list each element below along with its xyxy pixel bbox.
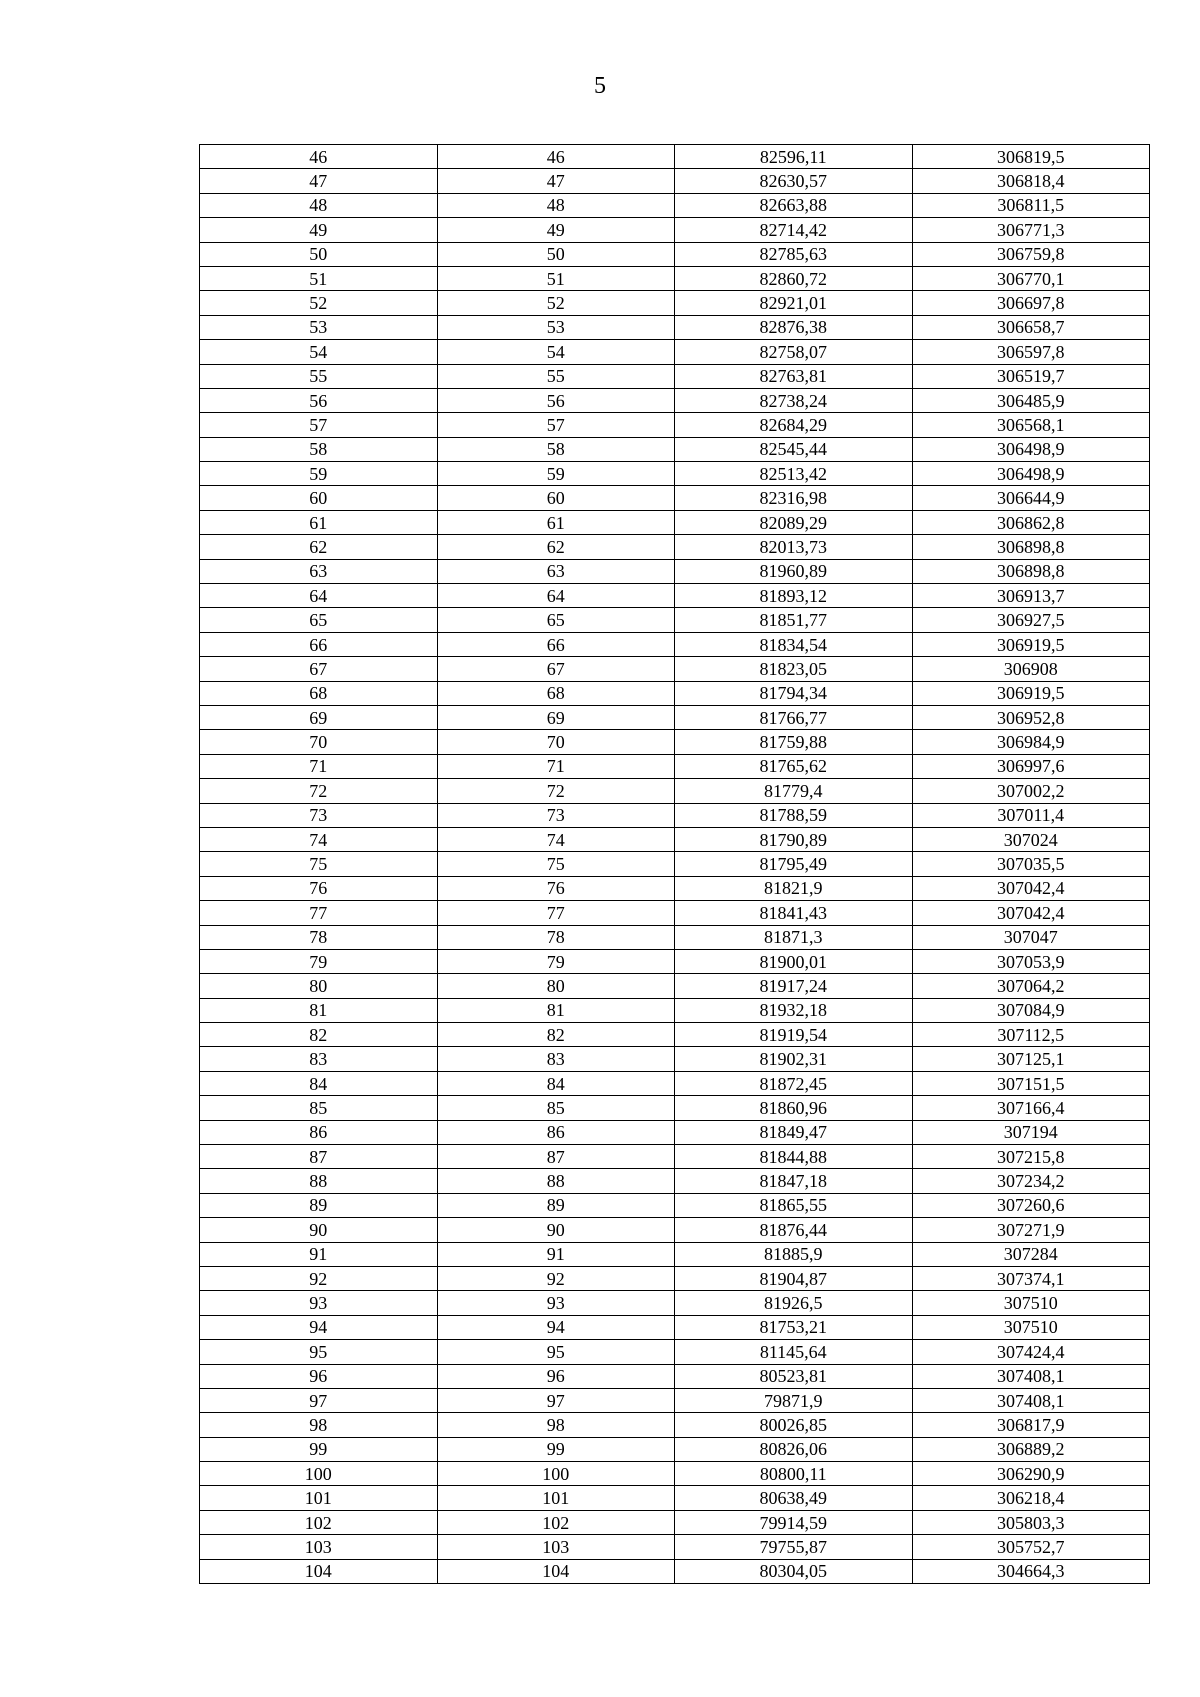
- table-row: [200, 632, 1150, 656]
- y-coordinate-cell: 307215,8: [912, 1145, 1150, 1169]
- point-number-cell: 97: [200, 1388, 438, 1412]
- x-coordinate-cell: 81904,87: [675, 1266, 913, 1290]
- table-row: [200, 169, 1150, 193]
- point-number-cell: 91: [200, 1242, 438, 1266]
- y-coordinate-cell: 307042,4: [912, 876, 1150, 900]
- x-coordinate-cell: 82513,42: [675, 462, 913, 486]
- y-coordinate-cell: 306919,5: [912, 681, 1150, 705]
- table-row: [200, 1169, 1150, 1193]
- table-body: [200, 145, 1150, 1584]
- point-number-cell: 66: [200, 632, 438, 656]
- y-coordinate-cell: 306927,5: [912, 608, 1150, 632]
- point-number-cell: 51: [200, 266, 438, 290]
- x-coordinate-cell: 82785,63: [675, 242, 913, 266]
- point-number-cell: 92: [200, 1266, 438, 1290]
- point-index-cell: 75: [437, 852, 675, 876]
- point-number-cell: 72: [200, 779, 438, 803]
- table-row: [200, 1340, 1150, 1364]
- point-index-cell: 82: [437, 1023, 675, 1047]
- table-row: [200, 803, 1150, 827]
- point-number-cell: 101: [200, 1486, 438, 1510]
- y-coordinate-cell: 307084,9: [912, 998, 1150, 1022]
- table-row: [200, 364, 1150, 388]
- y-coordinate-cell: 307166,4: [912, 1096, 1150, 1120]
- point-index-cell: 81: [437, 998, 675, 1022]
- point-index-cell: 94: [437, 1315, 675, 1339]
- point-number-cell: 71: [200, 754, 438, 778]
- point-number-cell: 94: [200, 1315, 438, 1339]
- y-coordinate-cell: 306568,1: [912, 413, 1150, 437]
- x-coordinate-cell: 80304,05: [675, 1559, 913, 1583]
- point-index-cell: 76: [437, 876, 675, 900]
- y-coordinate-cell: 307424,4: [912, 1340, 1150, 1364]
- x-coordinate-cell: 80826,06: [675, 1437, 913, 1461]
- point-index-cell: 79: [437, 949, 675, 973]
- y-coordinate-cell: 307042,4: [912, 901, 1150, 925]
- y-coordinate-cell: 307047: [912, 925, 1150, 949]
- table-row: [200, 291, 1150, 315]
- y-coordinate-cell: 306658,7: [912, 315, 1150, 339]
- x-coordinate-cell: 79914,59: [675, 1510, 913, 1534]
- page-number: 5: [594, 73, 606, 99]
- point-index-cell: 46: [437, 145, 675, 169]
- x-coordinate-cell: 81876,44: [675, 1218, 913, 1242]
- point-index-cell: 61: [437, 510, 675, 534]
- point-index-cell: 60: [437, 486, 675, 510]
- y-coordinate-cell: 306697,8: [912, 291, 1150, 315]
- table-row: [200, 657, 1150, 681]
- point-index-cell: 95: [437, 1340, 675, 1364]
- point-number-cell: 68: [200, 681, 438, 705]
- y-coordinate-cell: 306498,9: [912, 437, 1150, 461]
- point-number-cell: 50: [200, 242, 438, 266]
- point-index-cell: 69: [437, 705, 675, 729]
- table-row: [200, 730, 1150, 754]
- point-index-cell: 83: [437, 1047, 675, 1071]
- x-coordinate-cell: 81885,9: [675, 1242, 913, 1266]
- table-row: [200, 1413, 1150, 1437]
- point-index-cell: 66: [437, 632, 675, 656]
- table-row: [200, 608, 1150, 632]
- x-coordinate-cell: 81926,5: [675, 1291, 913, 1315]
- point-number-cell: 73: [200, 803, 438, 827]
- table-row: [200, 1266, 1150, 1290]
- point-number-cell: 61: [200, 510, 438, 534]
- y-coordinate-cell: 307112,5: [912, 1023, 1150, 1047]
- table-row: [200, 510, 1150, 534]
- point-index-cell: 101: [437, 1486, 675, 1510]
- y-coordinate-cell: 307408,1: [912, 1364, 1150, 1388]
- point-number-cell: 65: [200, 608, 438, 632]
- table-row: [200, 998, 1150, 1022]
- table-row: [200, 1535, 1150, 1559]
- point-number-cell: 81: [200, 998, 438, 1022]
- table-row: [200, 1096, 1150, 1120]
- table-row: [200, 242, 1150, 266]
- y-coordinate-cell: 307510: [912, 1315, 1150, 1339]
- point-index-cell: 62: [437, 535, 675, 559]
- table-row: [200, 1193, 1150, 1217]
- x-coordinate-cell: 82738,24: [675, 388, 913, 412]
- x-coordinate-cell: 81765,62: [675, 754, 913, 778]
- y-coordinate-cell: 306898,8: [912, 535, 1150, 559]
- x-coordinate-cell: 81851,77: [675, 608, 913, 632]
- table-row: [200, 1242, 1150, 1266]
- table-row: [200, 681, 1150, 705]
- point-number-cell: 99: [200, 1437, 438, 1461]
- y-coordinate-cell: 307002,2: [912, 779, 1150, 803]
- point-index-cell: 47: [437, 169, 675, 193]
- x-coordinate-cell: 81766,77: [675, 705, 913, 729]
- y-coordinate-cell: 306908: [912, 657, 1150, 681]
- table-row: [200, 1315, 1150, 1339]
- x-coordinate-cell: 82013,73: [675, 535, 913, 559]
- y-coordinate-cell: 306984,9: [912, 730, 1150, 754]
- point-index-cell: 104: [437, 1559, 675, 1583]
- x-coordinate-cell: 81865,55: [675, 1193, 913, 1217]
- x-coordinate-cell: 81788,59: [675, 803, 913, 827]
- x-coordinate-cell: 79871,9: [675, 1388, 913, 1412]
- point-number-cell: 75: [200, 852, 438, 876]
- point-number-cell: 77: [200, 901, 438, 925]
- x-coordinate-cell: 82714,42: [675, 218, 913, 242]
- point-number-cell: 63: [200, 559, 438, 583]
- point-index-cell: 92: [437, 1266, 675, 1290]
- table-row: [200, 1388, 1150, 1412]
- y-coordinate-cell: 307011,4: [912, 803, 1150, 827]
- point-index-cell: 98: [437, 1413, 675, 1437]
- point-number-cell: 70: [200, 730, 438, 754]
- y-coordinate-cell: 306759,8: [912, 242, 1150, 266]
- point-index-cell: 72: [437, 779, 675, 803]
- y-coordinate-cell: 306913,7: [912, 584, 1150, 608]
- point-index-cell: 74: [437, 827, 675, 851]
- table-row: [200, 876, 1150, 900]
- x-coordinate-cell: 81917,24: [675, 974, 913, 998]
- y-coordinate-cell: 306498,9: [912, 462, 1150, 486]
- point-index-cell: 90: [437, 1218, 675, 1242]
- x-coordinate-cell: 81847,18: [675, 1169, 913, 1193]
- point-number-cell: 85: [200, 1096, 438, 1120]
- x-coordinate-cell: 81849,47: [675, 1120, 913, 1144]
- point-number-cell: 103: [200, 1535, 438, 1559]
- x-coordinate-cell: 81902,31: [675, 1047, 913, 1071]
- point-index-cell: 73: [437, 803, 675, 827]
- y-coordinate-cell: 306997,6: [912, 754, 1150, 778]
- point-index-cell: 51: [437, 266, 675, 290]
- point-number-cell: 60: [200, 486, 438, 510]
- table-row: [200, 559, 1150, 583]
- point-number-cell: 95: [200, 1340, 438, 1364]
- x-coordinate-cell: 80026,85: [675, 1413, 913, 1437]
- point-index-cell: 54: [437, 340, 675, 364]
- point-number-cell: 82: [200, 1023, 438, 1047]
- point-index-cell: 71: [437, 754, 675, 778]
- table-row: [200, 1071, 1150, 1095]
- table-row: [200, 925, 1150, 949]
- x-coordinate-cell: 82630,57: [675, 169, 913, 193]
- point-index-cell: 48: [437, 193, 675, 217]
- y-coordinate-cell: 306862,8: [912, 510, 1150, 534]
- y-coordinate-cell: 306952,8: [912, 705, 1150, 729]
- y-coordinate-cell: 307374,1: [912, 1266, 1150, 1290]
- y-coordinate-cell: 306817,9: [912, 1413, 1150, 1437]
- x-coordinate-cell: 81919,54: [675, 1023, 913, 1047]
- point-index-cell: 63: [437, 559, 675, 583]
- point-number-cell: 104: [200, 1559, 438, 1583]
- table-row: [200, 1437, 1150, 1461]
- table-row: [200, 486, 1150, 510]
- x-coordinate-cell: 80638,49: [675, 1486, 913, 1510]
- table-row: [200, 1218, 1150, 1242]
- table-row: [200, 413, 1150, 437]
- y-coordinate-cell: 307024: [912, 827, 1150, 851]
- y-coordinate-cell: 307053,9: [912, 949, 1150, 973]
- point-number-cell: 79: [200, 949, 438, 973]
- table-row: [200, 584, 1150, 608]
- table-row: [200, 1486, 1150, 1510]
- point-index-cell: 68: [437, 681, 675, 705]
- point-index-cell: 58: [437, 437, 675, 461]
- point-number-cell: 48: [200, 193, 438, 217]
- point-index-cell: 78: [437, 925, 675, 949]
- table-row: [200, 779, 1150, 803]
- point-number-cell: 78: [200, 925, 438, 949]
- coordinates-table: [199, 144, 1150, 1584]
- y-coordinate-cell: 306811,5: [912, 193, 1150, 217]
- point-number-cell: 62: [200, 535, 438, 559]
- x-coordinate-cell: 81145,64: [675, 1340, 913, 1364]
- point-number-cell: 58: [200, 437, 438, 461]
- point-index-cell: 96: [437, 1364, 675, 1388]
- point-index-cell: 86: [437, 1120, 675, 1144]
- point-number-cell: 93: [200, 1291, 438, 1315]
- x-coordinate-cell: 82089,29: [675, 510, 913, 534]
- y-coordinate-cell: 307035,5: [912, 852, 1150, 876]
- table-row: [200, 1462, 1150, 1486]
- y-coordinate-cell: 306519,7: [912, 364, 1150, 388]
- x-coordinate-cell: 82921,01: [675, 291, 913, 315]
- x-coordinate-cell: 82316,98: [675, 486, 913, 510]
- x-coordinate-cell: 82860,72: [675, 266, 913, 290]
- point-index-cell: 57: [437, 413, 675, 437]
- y-coordinate-cell: 307125,1: [912, 1047, 1150, 1071]
- point-index-cell: 53: [437, 315, 675, 339]
- y-coordinate-cell: 307271,9: [912, 1218, 1150, 1242]
- point-index-cell: 93: [437, 1291, 675, 1315]
- point-number-cell: 102: [200, 1510, 438, 1534]
- table-row: [200, 266, 1150, 290]
- table-row: [200, 1291, 1150, 1315]
- x-coordinate-cell: 82684,29: [675, 413, 913, 437]
- table-row: [200, 1023, 1150, 1047]
- point-number-cell: 47: [200, 169, 438, 193]
- y-coordinate-cell: 307260,6: [912, 1193, 1150, 1217]
- point-number-cell: 100: [200, 1462, 438, 1486]
- y-coordinate-cell: 306770,1: [912, 266, 1150, 290]
- x-coordinate-cell: 81900,01: [675, 949, 913, 973]
- y-coordinate-cell: 307284: [912, 1242, 1150, 1266]
- point-index-cell: 99: [437, 1437, 675, 1461]
- x-coordinate-cell: 80800,11: [675, 1462, 913, 1486]
- point-index-cell: 49: [437, 218, 675, 242]
- table-row: [200, 218, 1150, 242]
- y-coordinate-cell: 306597,8: [912, 340, 1150, 364]
- y-coordinate-cell: 307408,1: [912, 1388, 1150, 1412]
- point-number-cell: 86: [200, 1120, 438, 1144]
- x-coordinate-cell: 82876,38: [675, 315, 913, 339]
- y-coordinate-cell: 307234,2: [912, 1169, 1150, 1193]
- table-row: [200, 901, 1150, 925]
- y-coordinate-cell: 305752,7: [912, 1535, 1150, 1559]
- y-coordinate-cell: 306771,3: [912, 218, 1150, 242]
- x-coordinate-cell: 79755,87: [675, 1535, 913, 1559]
- y-coordinate-cell: 307510: [912, 1291, 1150, 1315]
- table-row: [200, 145, 1150, 169]
- point-index-cell: 55: [437, 364, 675, 388]
- table-row: [200, 852, 1150, 876]
- table-row: [200, 1364, 1150, 1388]
- x-coordinate-cell: 81779,4: [675, 779, 913, 803]
- point-index-cell: 102: [437, 1510, 675, 1534]
- x-coordinate-cell: 81960,89: [675, 559, 913, 583]
- point-index-cell: 65: [437, 608, 675, 632]
- x-coordinate-cell: 80523,81: [675, 1364, 913, 1388]
- table-row: [200, 1510, 1150, 1534]
- point-index-cell: 64: [437, 584, 675, 608]
- point-index-cell: 87: [437, 1145, 675, 1169]
- point-number-cell: 90: [200, 1218, 438, 1242]
- point-number-cell: 96: [200, 1364, 438, 1388]
- table-row: [200, 1047, 1150, 1071]
- y-coordinate-cell: 305803,3: [912, 1510, 1150, 1534]
- table-row: [200, 193, 1150, 217]
- point-number-cell: 49: [200, 218, 438, 242]
- y-coordinate-cell: 307194: [912, 1120, 1150, 1144]
- x-coordinate-cell: 81753,21: [675, 1315, 913, 1339]
- point-index-cell: 52: [437, 291, 675, 315]
- point-number-cell: 56: [200, 388, 438, 412]
- y-coordinate-cell: 306919,5: [912, 632, 1150, 656]
- point-number-cell: 80: [200, 974, 438, 998]
- point-index-cell: 103: [437, 1535, 675, 1559]
- point-number-cell: 64: [200, 584, 438, 608]
- table-row: [200, 949, 1150, 973]
- point-index-cell: 97: [437, 1388, 675, 1412]
- y-coordinate-cell: 306218,4: [912, 1486, 1150, 1510]
- y-coordinate-cell: 304664,3: [912, 1559, 1150, 1583]
- y-coordinate-cell: 306889,2: [912, 1437, 1150, 1461]
- point-index-cell: 56: [437, 388, 675, 412]
- x-coordinate-cell: 82758,07: [675, 340, 913, 364]
- x-coordinate-cell: 81893,12: [675, 584, 913, 608]
- x-coordinate-cell: 81834,54: [675, 632, 913, 656]
- table-row: [200, 1559, 1150, 1583]
- x-coordinate-cell: 81872,45: [675, 1071, 913, 1095]
- x-coordinate-cell: 81932,18: [675, 998, 913, 1022]
- point-number-cell: 67: [200, 657, 438, 681]
- point-index-cell: 67: [437, 657, 675, 681]
- x-coordinate-cell: 81860,96: [675, 1096, 913, 1120]
- table-row: [200, 705, 1150, 729]
- x-coordinate-cell: 82663,88: [675, 193, 913, 217]
- point-number-cell: 87: [200, 1145, 438, 1169]
- x-coordinate-cell: 81794,34: [675, 681, 913, 705]
- table-row: [200, 1145, 1150, 1169]
- x-coordinate-cell: 81871,3: [675, 925, 913, 949]
- y-coordinate-cell: 306290,9: [912, 1462, 1150, 1486]
- x-coordinate-cell: 81823,05: [675, 657, 913, 681]
- point-number-cell: 46: [200, 145, 438, 169]
- y-coordinate-cell: 306644,9: [912, 486, 1150, 510]
- point-number-cell: 52: [200, 291, 438, 315]
- point-index-cell: 77: [437, 901, 675, 925]
- y-coordinate-cell: 307064,2: [912, 974, 1150, 998]
- point-index-cell: 88: [437, 1169, 675, 1193]
- point-index-cell: 84: [437, 1071, 675, 1095]
- y-coordinate-cell: 306898,8: [912, 559, 1150, 583]
- point-index-cell: 50: [437, 242, 675, 266]
- point-number-cell: 89: [200, 1193, 438, 1217]
- point-number-cell: 74: [200, 827, 438, 851]
- point-number-cell: 54: [200, 340, 438, 364]
- x-coordinate-cell: 81759,88: [675, 730, 913, 754]
- table-row: [200, 535, 1150, 559]
- point-index-cell: 59: [437, 462, 675, 486]
- point-number-cell: 55: [200, 364, 438, 388]
- point-number-cell: 84: [200, 1071, 438, 1095]
- point-index-cell: 91: [437, 1242, 675, 1266]
- point-index-cell: 70: [437, 730, 675, 754]
- table-row: [200, 388, 1150, 412]
- point-index-cell: 100: [437, 1462, 675, 1486]
- table-row: [200, 974, 1150, 998]
- y-coordinate-cell: 307151,5: [912, 1071, 1150, 1095]
- table-row: [200, 462, 1150, 486]
- point-index-cell: 89: [437, 1193, 675, 1217]
- x-coordinate-cell: 82545,44: [675, 437, 913, 461]
- point-number-cell: 53: [200, 315, 438, 339]
- x-coordinate-cell: 82596,11: [675, 145, 913, 169]
- table-row: [200, 437, 1150, 461]
- x-coordinate-cell: 81821,9: [675, 876, 913, 900]
- table-row: [200, 340, 1150, 364]
- point-number-cell: 76: [200, 876, 438, 900]
- point-number-cell: 57: [200, 413, 438, 437]
- point-number-cell: 69: [200, 705, 438, 729]
- point-number-cell: 83: [200, 1047, 438, 1071]
- y-coordinate-cell: 306819,5: [912, 145, 1150, 169]
- point-index-cell: 85: [437, 1096, 675, 1120]
- x-coordinate-cell: 81795,49: [675, 852, 913, 876]
- table-row: [200, 315, 1150, 339]
- x-coordinate-cell: 81841,43: [675, 901, 913, 925]
- table-row: [200, 1120, 1150, 1144]
- y-coordinate-cell: 306485,9: [912, 388, 1150, 412]
- point-number-cell: 98: [200, 1413, 438, 1437]
- x-coordinate-cell: 81790,89: [675, 827, 913, 851]
- table-row: [200, 827, 1150, 851]
- x-coordinate-cell: 81844,88: [675, 1145, 913, 1169]
- point-number-cell: 88: [200, 1169, 438, 1193]
- table-row: [200, 754, 1150, 778]
- x-coordinate-cell: 82763,81: [675, 364, 913, 388]
- y-coordinate-cell: 306818,4: [912, 169, 1150, 193]
- point-number-cell: 59: [200, 462, 438, 486]
- point-index-cell: 80: [437, 974, 675, 998]
